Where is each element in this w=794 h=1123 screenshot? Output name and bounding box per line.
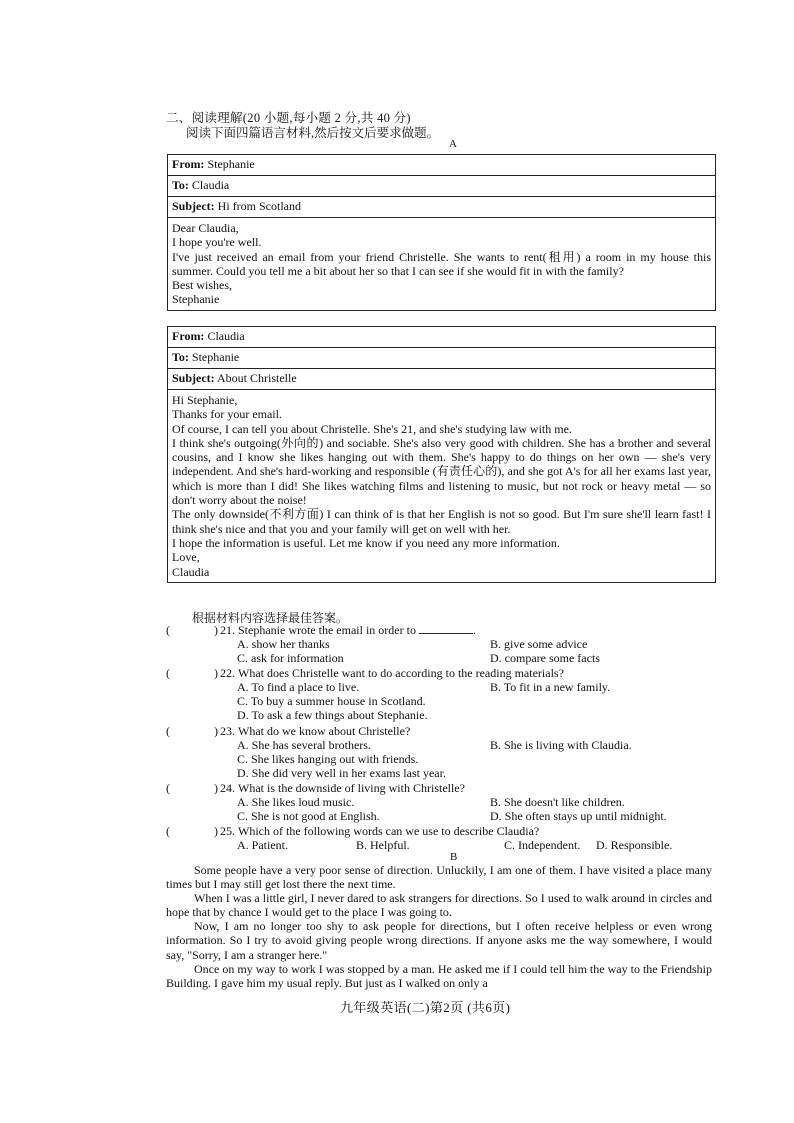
section-title: 二、阅读理解(20 小题,每小题 2 分,共 40 分): [166, 111, 411, 125]
option-b[interactable]: B. Helpful.: [356, 838, 410, 852]
answer-blank: [419, 623, 473, 634]
question-24: [166, 781, 726, 823]
option-d[interactable]: D. compare some facts: [490, 651, 600, 665]
email-line: Claudia: [172, 564, 210, 579]
email-line: I hope you're well.: [172, 235, 262, 250]
subject-label: Subject:: [172, 371, 215, 385]
page-footer: 九年级英语(二)第2页 (共6页): [340, 1000, 511, 1015]
option-a[interactable]: A. show her thanks: [237, 637, 330, 651]
question-text: What does Christelle want to do according to the reading materials?: [238, 666, 564, 680]
subject-value: About Christelle: [217, 371, 297, 385]
option-a[interactable]: A. Patient.: [237, 838, 288, 852]
question-23: [166, 724, 726, 780]
option-b[interactable]: B. give some advice: [490, 637, 588, 651]
subject-value: Hi from Scotland: [217, 199, 301, 213]
instruction: 根据材料内容选择最佳答案。: [192, 611, 349, 625]
to-value: Claudia: [191, 178, 230, 192]
from-label: From:: [172, 157, 205, 171]
option-d[interactable]: D. She did very well in her exams last year.: [237, 766, 446, 780]
from-label: From:: [172, 329, 205, 343]
answer-paren-open[interactable]: (: [166, 824, 170, 838]
answer-paren-open[interactable]: (: [166, 666, 170, 680]
answer-paren-close: ): [214, 666, 218, 680]
email-line: Of course, I can tell you about Christelle. She's 21, and she's studying law with me.: [172, 421, 572, 436]
question-number: 24.: [220, 781, 235, 795]
passage-paragraph: Some people have a very poor sense of direction. Unluckily, I am one of them. I have visited a place many times but I may still get lost there the next time.: [166, 863, 712, 892]
question-25: [166, 824, 726, 852]
option-c[interactable]: C. She is not good at English.: [237, 809, 380, 823]
email-line: I think she's outgoing(外向的) and sociable. She's also very good with children. She has a brother and several cousins, and I know she likes hanging out with them. She's happy to do things on her own — she's very independent. And she's hard-working and responsible (有责任心的), and she got A's for all her exams last year, which is more than I did! She likes watching films and listening to music, but not rock or heavy metal — so don't worry about the noise!: [172, 435, 711, 508]
question-21: [166, 623, 726, 665]
email-body: [168, 390, 715, 582]
option-b[interactable]: B. She doesn't like children.: [490, 795, 625, 809]
passage-paragraph: Once on my way to work I was stopped by a man. He asked me if I could tell him the way to the Friendship Building. I gave him my usual reply. But just as I walked on only a: [166, 961, 712, 990]
answer-paren-close: ): [214, 781, 218, 795]
option-c[interactable]: C. ask for information: [237, 651, 344, 665]
passage-b: [166, 863, 712, 990]
question-text: What do we know about Christelle?: [238, 724, 411, 738]
option-b[interactable]: B. To fit in a new family.: [490, 680, 611, 694]
passage-paragraph: When I was a little girl, I never dared to ask strangers for directions. So I used to walk around in circles and hope that by chance I would get to the place I was going to.: [166, 891, 712, 920]
from-value: Claudia: [207, 329, 245, 343]
email-subject-row: [168, 197, 715, 218]
to-label: To:: [172, 178, 189, 192]
email-stephanie: [167, 154, 716, 311]
answer-paren-close: ): [214, 724, 218, 738]
option-a[interactable]: A. She has several brothers.: [237, 738, 371, 752]
email-to-row: [168, 176, 715, 197]
question-number: 22.: [220, 666, 235, 680]
to-value: Stephanie: [191, 350, 240, 364]
question-number: 21.: [220, 623, 235, 637]
email-line: Thanks for your email.: [172, 407, 282, 422]
question-number: 25.: [220, 824, 235, 838]
passage-label-b: B: [450, 851, 458, 863]
email-line: I've just received an email from your friend Christelle. She wants to rent(租用) a room in my house this summer. Could you tell me a bit about her so that I can see if she would fit in with the family?: [172, 249, 711, 278]
question-text: What is the downside of living with Christelle?: [238, 781, 465, 795]
email-line: The only downside(不利方面) I can think of is that her English is not so good. But I'm sure she'll learn fast! I think she's nice and that you and your family will get on well with her.: [172, 507, 711, 536]
option-d[interactable]: D. Responsible.: [596, 838, 673, 852]
email-line: I hope the information is useful. Let me know if you need any more information.: [172, 535, 560, 550]
email-body: [168, 218, 715, 310]
option-d[interactable]: D. She often stays up until midnight.: [490, 809, 667, 823]
answer-paren-open[interactable]: (: [166, 623, 170, 637]
email-from-row: [168, 155, 715, 176]
email-line: Best wishes,: [172, 278, 232, 293]
email-line: Stephanie: [172, 292, 220, 307]
option-c[interactable]: C. Independent.: [504, 838, 581, 852]
answer-paren-open[interactable]: (: [166, 724, 170, 738]
email-line: Hi Stephanie,: [172, 393, 238, 407]
passage-paragraph: Now, I am no longer too shy to ask people for directions, but I often receive helpless or even wrong information. So I try to avoid giving people wrong directions. If anyone asks me the way somewhere, I would say, "Sorry, I am a stranger here.": [166, 919, 712, 962]
email-line: Love,: [172, 550, 200, 565]
section-intro: 阅读下面四篇语言材料,然后按文后要求做题。: [186, 126, 440, 140]
question-number: 23.: [220, 724, 235, 738]
subject-label: Subject:: [172, 199, 215, 213]
question-22: [166, 666, 726, 722]
option-c[interactable]: C. She likes hanging out with friends.: [237, 752, 419, 766]
to-label: To:: [172, 350, 189, 364]
email-to-row: [168, 348, 715, 369]
email-subject-row: [168, 369, 715, 390]
option-a[interactable]: A. She likes loud music.: [237, 795, 355, 809]
passage-label-a: A: [449, 138, 457, 150]
answer-paren-close: ): [214, 623, 218, 637]
from-value: Stephanie: [207, 157, 255, 171]
answer-paren-open[interactable]: (: [166, 781, 170, 795]
email-line: Dear Claudia,: [172, 221, 239, 235]
email-from-row: [168, 327, 715, 348]
question-text: Which of the following words can we use to describe Claudia?: [238, 824, 540, 838]
question-text: Stephanie wrote the email in order to .: [238, 623, 476, 637]
option-d[interactable]: D. To ask a few things about Stephanie.: [237, 708, 428, 722]
email-claudia: [167, 326, 716, 583]
option-c[interactable]: C. To buy a summer house in Scotland.: [237, 694, 426, 708]
option-a[interactable]: A. To find a place to live.: [237, 680, 360, 694]
option-b[interactable]: B. She is living with Claudia.: [490, 738, 632, 752]
answer-paren-close: ): [214, 824, 218, 838]
